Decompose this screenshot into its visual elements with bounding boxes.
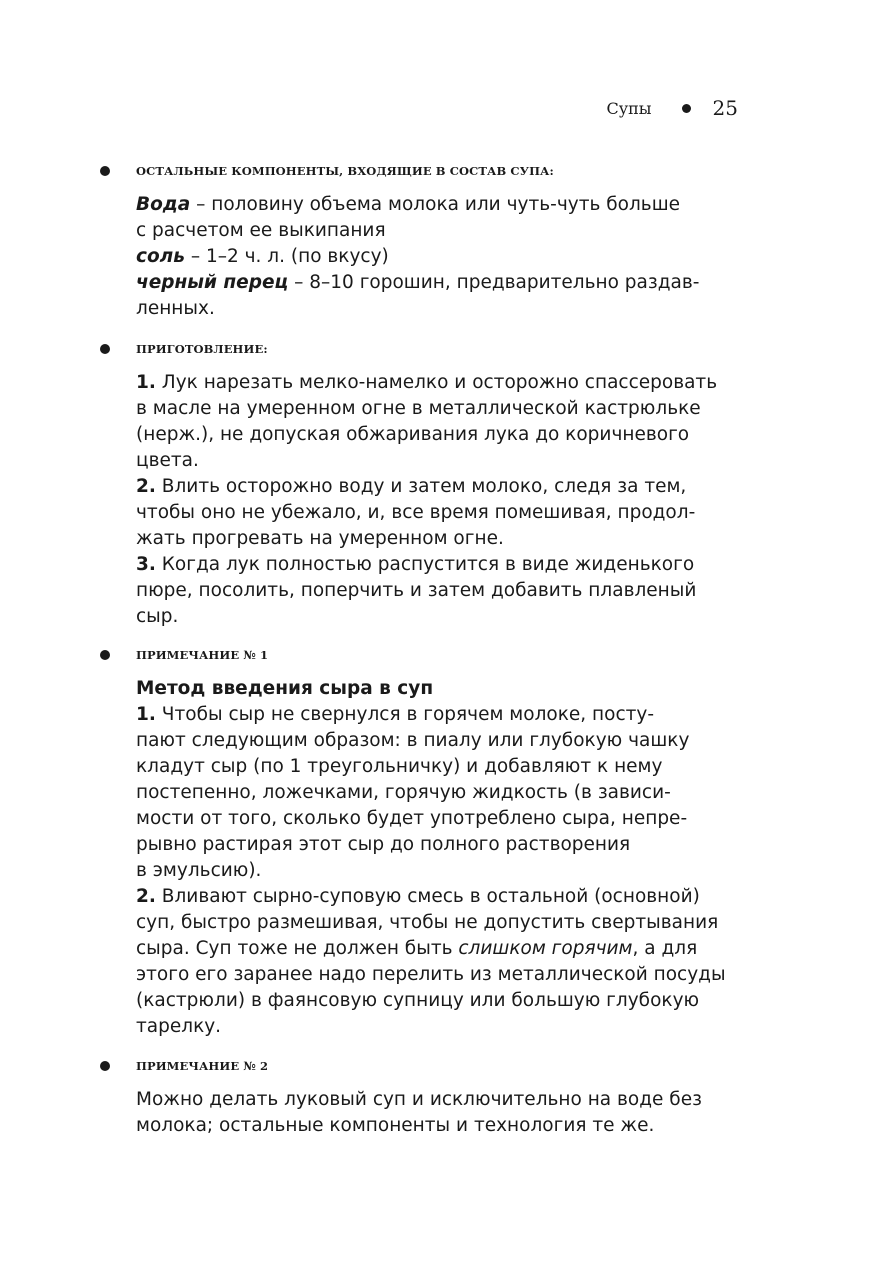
water-line (136, 192, 740, 244)
note-2-heading (100, 1057, 740, 1075)
note-1-section (100, 646, 740, 1040)
pepper-text: – 8–10 горошин, предварительно раздав- ленных. (136, 272, 700, 319)
prep-step-1 (136, 370, 740, 474)
note-1-heading-text: ПРИМЕЧАНИЕ № 1 (136, 648, 269, 662)
prep-step-3 (136, 552, 740, 630)
note-1-step-2-emphasis: слишком горячим (458, 938, 633, 959)
note-1-subtitle: Метод введения сыра в суп (136, 678, 434, 699)
note-1-heading (100, 646, 740, 664)
prep-step-1-text: Лук нарезать мелко-намелко и осторожно спассеровать в масле на умеренном огне в металлической кастрюльке (нерж.), не допуская обжаривания лука до коричневого цвета. (136, 372, 718, 471)
note-1-step-1 (136, 702, 740, 884)
section-title: Супы (606, 98, 652, 118)
water-text: – половину объема молока или чуть-чуть больше с расчетом ее выкипания (136, 194, 681, 241)
preparation-section (100, 340, 740, 630)
prep-step-2-number: 2. (136, 476, 156, 497)
note-2-heading-text: ПРИМЕЧАНИЕ № 2 (136, 1059, 269, 1073)
prep-step-2 (136, 474, 740, 552)
bullet-icon (100, 344, 110, 354)
bullet-icon (682, 104, 691, 113)
note-2-section (100, 1057, 740, 1139)
prep-step-2-text: Влить осторожно воду и затем молоко, следя за тем, чтобы оно не убежало, и, все время помешивая, продол- жать прогревать на умеренном огне. (136, 476, 696, 549)
note-1-body (136, 676, 740, 1040)
prep-step-3-number: 3. (136, 554, 156, 575)
bullet-icon (100, 650, 110, 660)
running-header (606, 96, 738, 120)
prep-step-3-text: Когда лук полностью распустится в виде жиденького пюре, посолить, поперчить и затем добавить плавленый сыр. (136, 554, 697, 627)
note-2-body (136, 1087, 740, 1139)
salt-text: – 1–2 ч. л. (по вкусу) (184, 246, 389, 267)
note-1-step-2-number: 2. (136, 886, 156, 907)
preparation-heading-text: ПРИГОТОВЛЕНИЕ: (136, 342, 268, 356)
note-1-step-2-text-a: Вливают сырно-суповую смесь в остальной (основной) суп, быстро размешивая, чтобы не допустить свертывания сыра. Суп тоже не должен быть (136, 886, 719, 959)
pepper-line (136, 270, 740, 322)
preparation-body (136, 370, 740, 630)
components-section (100, 162, 740, 322)
components-heading-text: ОСТАЛЬНЫЕ КОМПОНЕНТЫ, ВХОДЯЩИЕ В СОСТАВ СУПА: (136, 164, 554, 178)
preparation-heading (100, 340, 740, 358)
note-1-step-1-text: Чтобы сыр не свернулся в горячем молоке, посту- пают следующим образом: в пиалу или глубокую чашку кладут сыр (по 1 треугольничку) и добавляют к нему постепенно, ложечками, горячую жидкость (в зависи- мости от того, сколько будет употреблено сыра, непре- рывно растирая этот сыр до полного растворения в эмульсию). (136, 704, 690, 881)
note-1-step-2-text-b: , а для этого его заранее надо перелить из металлической посуды (кастрюли) в фаянсовую супницу или большую глубокую тарелку. (136, 938, 726, 1037)
components-heading (100, 162, 740, 180)
salt-term: соль (136, 246, 185, 267)
note-1-step-1-number: 1. (136, 704, 156, 725)
bullet-icon (100, 1061, 110, 1071)
note-2-text: Можно делать луковый суп и исключительно на воде без молока; остальные компоненты и технология те же. (136, 1089, 702, 1136)
components-body (136, 192, 740, 322)
salt-line (136, 244, 740, 270)
note-1-step-2 (136, 884, 740, 1040)
bullet-icon (100, 166, 110, 176)
page-number: 25 (712, 96, 738, 120)
pepper-term: черный перец (136, 272, 289, 293)
water-term: Вода (136, 194, 191, 215)
prep-step-1-number: 1. (136, 372, 156, 393)
